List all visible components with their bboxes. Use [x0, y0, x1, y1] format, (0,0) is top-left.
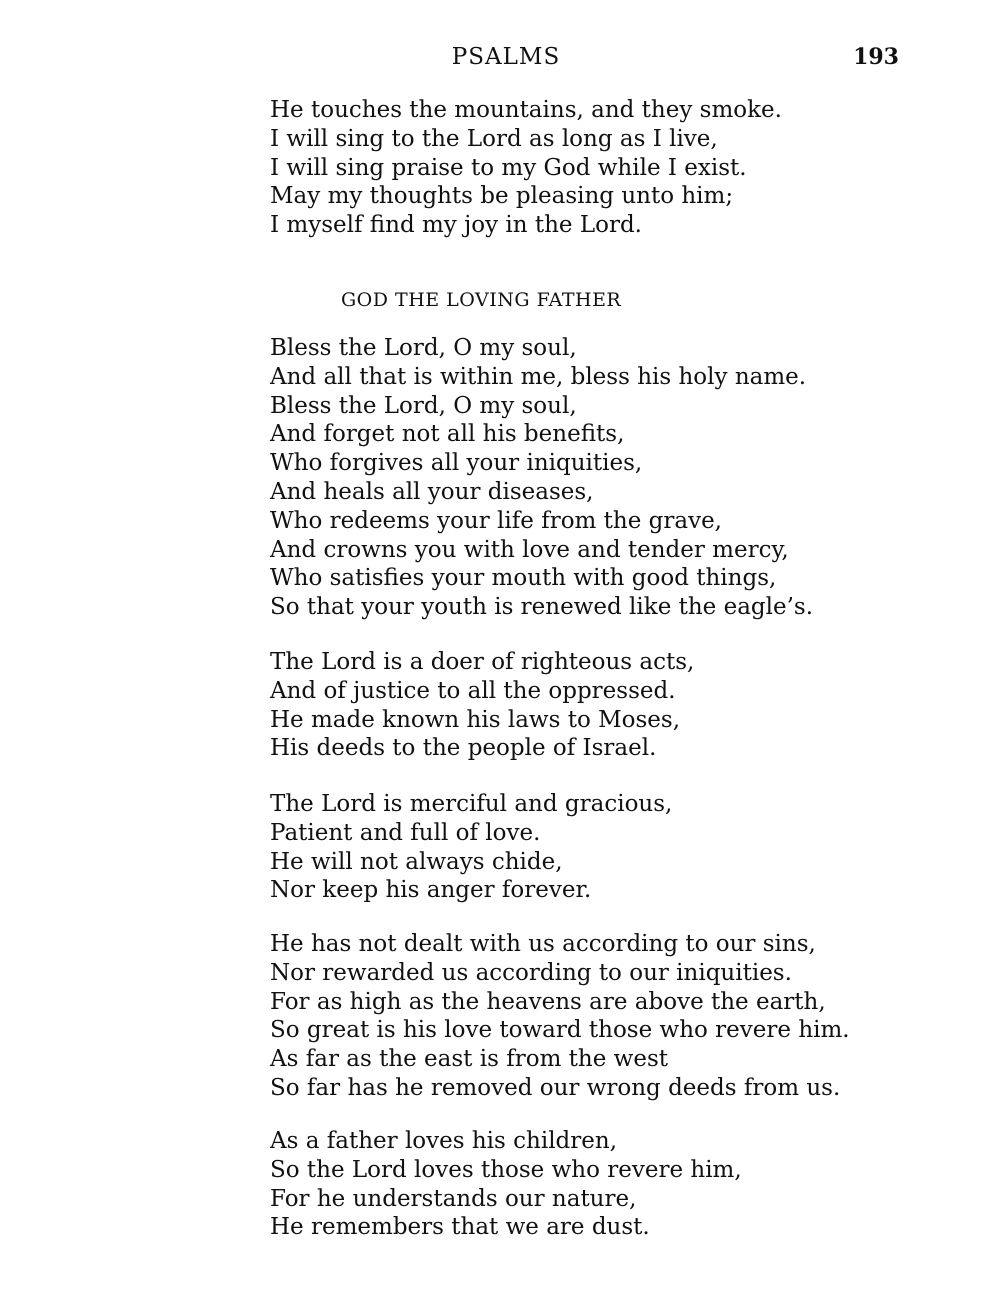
- verse-line: Patient and full of love.: [270, 819, 541, 846]
- verse-line: He remembers that we are dust.: [270, 1214, 650, 1241]
- stanza: [270, 1127, 950, 1242]
- stanza: [270, 334, 950, 622]
- verse-line: He touches the mountains, and they smoke.: [270, 97, 782, 123]
- verse-line: For as high as the heavens are above the earth,: [270, 988, 826, 1015]
- verse-line: The Lord is merciful and gracious,: [270, 791, 673, 817]
- verse-line: And heals all your diseases,: [270, 478, 594, 505]
- verse-line: So far has he removed our wrong deeds from us.: [270, 1074, 841, 1101]
- verse-line: And crowns you with love and tender mercy,: [270, 536, 789, 563]
- verse-line: His deeds to the people of Israel.: [270, 735, 657, 762]
- verse-line: I will sing praise to my God while I exist.: [270, 154, 747, 181]
- verse-line: Who forgives all your iniquities,: [270, 450, 643, 477]
- verse-line: He made known his laws to Moses,: [270, 706, 681, 733]
- running-head: [0, 44, 1000, 74]
- verse-line: I will sing to the Lord as long as I live,: [270, 125, 718, 152]
- verse-line: So great is his love toward those who revere him.: [270, 1017, 850, 1044]
- verse-line: He will not always chide,: [270, 848, 563, 875]
- verse-line: May my thoughts be pleasing unto him;: [270, 183, 734, 210]
- verse-line: He has not dealt with us according to our sins,: [270, 931, 816, 957]
- verse-line: Nor rewarded us according to our iniquities.: [270, 959, 792, 986]
- verse-line: And of justice to all the oppressed.: [270, 677, 676, 704]
- stanza: [270, 648, 950, 763]
- verse-line: Nor keep his anger forever.: [270, 877, 592, 904]
- verse-line: For he understands our nature,: [270, 1185, 637, 1212]
- opening-stanza: [270, 96, 950, 240]
- running-title: PSALMS: [451, 44, 561, 70]
- verse-line: Who satisfies your mouth with good things,: [270, 565, 777, 592]
- verse-line: The Lord is a doer of righteous acts,: [270, 649, 695, 675]
- verse-line: And all that is within me, bless his holy name.: [270, 363, 807, 390]
- verse-line: I myself find my joy in the Lord.: [270, 212, 642, 239]
- verse-line: As a father loves his children,: [270, 1128, 618, 1154]
- verse-line: As far as the east is from the west: [270, 1046, 669, 1073]
- stanza: [270, 790, 950, 905]
- verse-line: Who redeems your life from the grave,: [270, 507, 722, 534]
- verse-line: So that your youth is renewed like the eagle’s.: [270, 594, 814, 621]
- page-number: 193: [853, 44, 899, 70]
- section-heading: GOD THE LOVING FATHER: [341, 289, 622, 311]
- verse-line: Bless the Lord, O my soul,: [270, 335, 577, 361]
- verse-line: And forget not all his benefits,: [270, 421, 625, 448]
- verse-line: So the Lord loves those who revere him,: [270, 1156, 742, 1183]
- stanza: [270, 930, 950, 1103]
- verse-line: Bless the Lord, O my soul,: [270, 392, 577, 419]
